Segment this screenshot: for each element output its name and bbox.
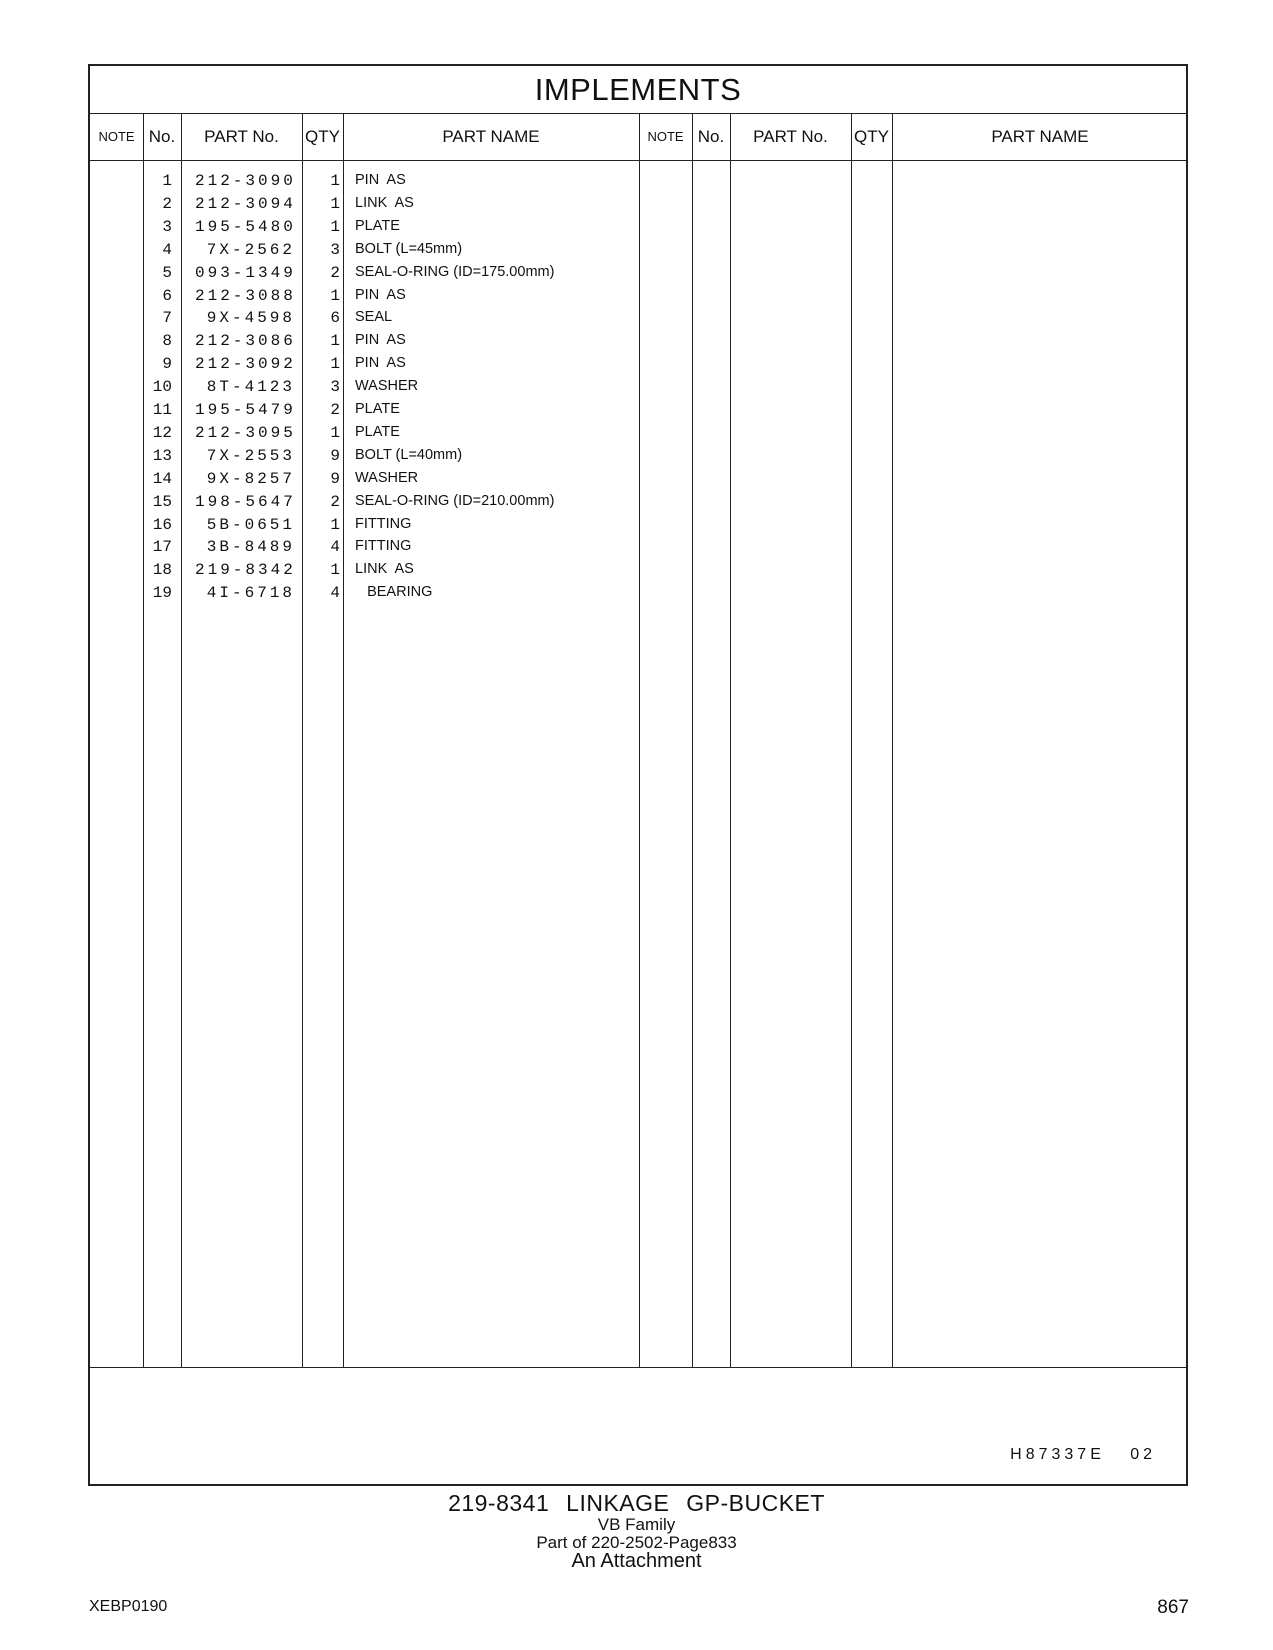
part-name: PLATE [355,401,400,417]
item-number: 19 [152,584,172,603]
part-number: 5B-0651 [206,515,295,534]
part-number: 9X-4598 [206,309,295,328]
document-id: XEBP0190 [89,1598,168,1615]
part-number: 8T-4123 [206,378,295,397]
item-number: 4 [162,240,172,259]
part-name: WASHER [355,469,419,486]
table-row [90,216,1186,239]
part-name: PIN AS [355,286,406,303]
part-number: 219-8342 [195,561,296,580]
item-number: 17 [152,538,172,557]
item-number: 7 [162,309,172,328]
assembly-family: VB Family [597,1515,676,1534]
quantity: 1 [330,561,340,580]
quantity: 1 [330,423,340,442]
table-row [90,193,1186,216]
part-name: PLATE [355,423,400,440]
table-row [90,239,1186,262]
item-number: 6 [162,286,172,305]
table-row [90,170,1186,193]
part-name: SEAL-O-RING (ID=175.00mm) [355,263,555,280]
header-note-right: NOTE [647,129,684,144]
part-name: PLATE [355,217,400,234]
part-number: 093-1349 [195,263,296,282]
table-row [90,582,1186,605]
quantity: 9 [330,446,340,465]
quantity: 4 [330,584,340,603]
part-number: 7X-2562 [206,240,295,259]
table-row [90,536,1186,559]
quantity: 1 [330,286,340,305]
quantity: 1 [330,172,340,190]
part-number: 7X-2553 [206,446,295,465]
table-row [90,307,1186,330]
quantity: 3 [330,240,340,259]
part-name: PIN AS [355,355,406,372]
assembly-type: An Attachment [571,1550,702,1572]
page-title: IMPLEMENTS [90,66,1186,114]
part-name: WASHER [355,378,419,395]
part-number: 212-3088 [195,286,296,305]
quantity: 4 [330,538,340,557]
part-name: PIN AS [355,172,406,188]
part-name: LINK AS [355,561,414,578]
table-row [90,376,1186,399]
header-no-left: No. [148,127,176,146]
table-bottom-rule [90,1367,1186,1368]
table-row [90,491,1186,514]
quantity: 6 [330,309,340,328]
header-no-right: No. [697,127,725,146]
table-row [90,445,1186,468]
quantity: 1 [330,515,340,534]
part-name: SEAL [355,309,393,326]
item-number: 8 [162,332,172,351]
table-row [90,559,1186,582]
table-row [90,514,1186,537]
table-row [90,262,1186,285]
header-qty-left: QTY [305,127,340,146]
page-number: 867 [1157,1597,1189,1618]
quantity: 1 [330,194,340,213]
quantity: 3 [330,378,340,397]
assembly-parent-reference: Part of 220-2502-Page833 [536,1533,737,1552]
header-part-no-left: PART No. [204,127,279,146]
item-number: 2 [162,194,172,213]
quantity: 9 [330,469,340,488]
part-number: 195-5480 [195,217,296,236]
parts-list-table [88,64,1188,1486]
table-row [90,285,1186,308]
table-row [90,399,1186,422]
quantity: 1 [330,355,340,374]
item-number: 12 [152,423,172,442]
item-number: 10 [152,378,172,397]
header-part-name-left: PART NAME [442,127,540,146]
part-number: 212-3095 [195,423,296,442]
part-number: 195-5479 [195,401,296,419]
column-header-row [90,113,1186,161]
quantity: 1 [330,217,340,236]
header-part-name-right: PART NAME [991,127,1089,146]
item-number: 5 [162,263,172,282]
item-number: 3 [162,217,172,236]
part-name: FITTING [355,515,412,532]
part-number: 198-5647 [195,492,296,511]
part-number: 212-3092 [195,355,296,374]
assembly-title: 219-8341 LINKAGE GP-BUCKET [448,1490,825,1516]
table-row [90,422,1186,445]
item-number: 1 [162,172,172,190]
part-number: 212-3090 [195,172,296,190]
item-number: 16 [152,515,172,534]
table-row [90,330,1186,353]
item-number: 9 [162,355,172,374]
item-number: 14 [152,469,172,488]
header-note-left: NOTE [98,129,135,144]
part-name: BOLT (L=45mm) [355,240,463,257]
part-number: 4I-6718 [206,584,295,603]
item-number: 11 [152,401,172,419]
part-name: SEAL-O-RING (ID=210.00mm) [355,492,555,509]
part-number: 212-3094 [195,194,296,213]
table-row [90,353,1186,376]
quantity: 1 [330,332,340,351]
header-part-no-right: PART No. [753,127,828,146]
part-name: BEARING [355,584,433,601]
quantity: 2 [330,263,340,282]
header-qty-right: QTY [854,127,889,146]
table-row [90,468,1186,491]
part-name: BOLT (L=40mm) [355,446,463,463]
item-number: 15 [152,492,172,511]
part-number: 9X-8257 [206,469,295,488]
part-number: 212-3086 [195,332,296,351]
drawing-code: H87337E 02 [1010,1446,1156,1463]
item-number: 18 [152,561,172,580]
part-name: PIN AS [355,332,406,349]
quantity: 2 [330,401,340,419]
part-name: LINK AS [355,194,414,211]
quantity: 2 [330,492,340,511]
item-number: 13 [152,446,172,465]
part-name: FITTING [355,538,412,555]
part-number: 3B-8489 [206,538,295,557]
